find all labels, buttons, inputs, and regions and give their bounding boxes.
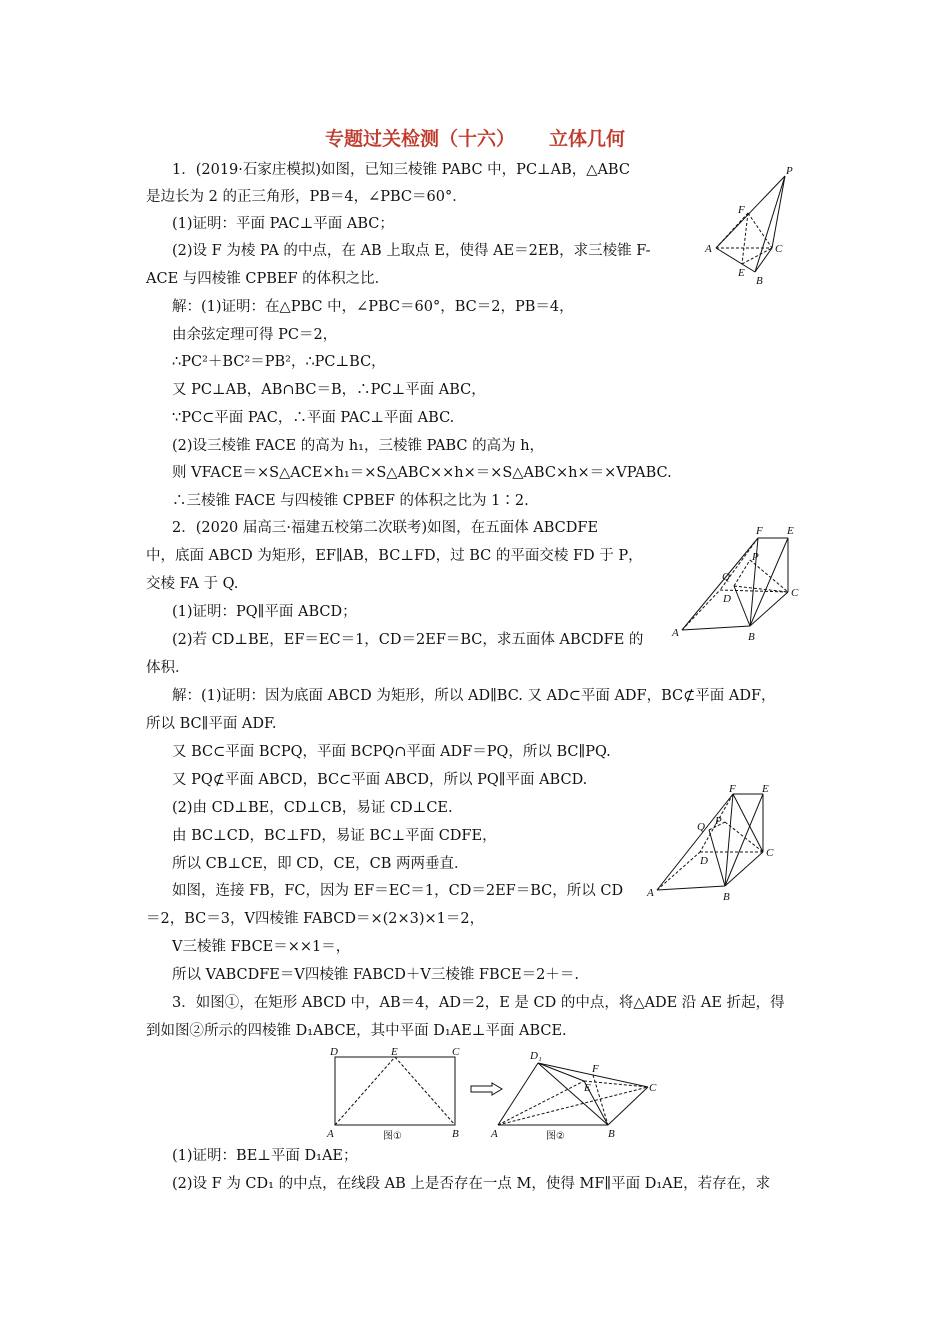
text-line: 又 PC⊥AB，AB∩BC＝B，∴PC⊥平面 ABC， <box>172 382 486 398</box>
text-line: ∵PC⊂平面 PAC，∴平面 PAC⊥平面 ABC. <box>172 410 455 426</box>
figure-pentahedron-2 <box>645 780 785 905</box>
text-line: 到如图②所示的四棱锥 D₁ABCE，其中平面 D₁AE⊥平面 ABCE. <box>146 1023 567 1039</box>
text-line: 所以 VABCDFE＝V四棱锥 FABCD＋V三棱锥 FBCE＝2＋＝. <box>172 967 579 983</box>
page-title <box>0 124 950 151</box>
text-line: (2)若 CD⊥BE，EF＝EC＝1，CD＝2EF＝BC，求五面体 ABCDFE 的 <box>172 632 644 648</box>
text-line: (2)设 F 为 CD₁ 的中点，在线段 AB 上是否存在一点 M，使得 MF∥平面 D₁AE，若存在，求 <box>172 1176 771 1192</box>
text-line: 由余弦定理可得 PC＝2， <box>172 327 338 343</box>
text-line: (2)由 CD⊥BE，CD⊥CB，易证 CD⊥CE. <box>172 800 453 816</box>
text-line: (1)证明：PQ∥平面 ABCD； <box>172 604 357 620</box>
fig5-label: D₁ <box>530 1050 542 1062</box>
fig5-label: C <box>649 1082 657 1094</box>
figure-pentahedron-1 <box>670 520 810 645</box>
fig3-label: Q <box>697 821 705 833</box>
figure-rectangle <box>325 1045 470 1145</box>
fig2-label: A <box>672 627 679 639</box>
text-line: 所以 BC∥平面 ADF. <box>146 716 277 732</box>
fig3-label: C <box>766 847 774 859</box>
fig5-label: F <box>592 1063 599 1075</box>
text-line: 又 BC⊂平面 BCPQ，平面 BCPQ∩平面 ADF＝PQ，所以 BC∥PQ. <box>172 744 611 760</box>
fig2-label: P <box>752 551 759 563</box>
text-line: ∴PC²＋BC²＝PB²，∴PC⊥BC， <box>172 354 386 370</box>
fig3-label: E <box>762 783 769 795</box>
figure-pyramid-pabc <box>700 160 800 290</box>
fig5-label: B <box>608 1128 615 1140</box>
text-line: (1)证明：平面 PAC⊥平面 ABC； <box>172 216 394 232</box>
fig2-label: C <box>791 587 799 599</box>
text-line: 2．(2020 届高三·福建五校第二次联考)如图，在五面体 ABCDFE <box>172 520 599 536</box>
title-main: 专题过关检测（十六） <box>324 128 515 150</box>
fig3-label: P <box>715 815 722 827</box>
fig4-label: C <box>452 1046 460 1058</box>
text-line: 所以 CB⊥CE，即 CD，CE，CB 两两垂直． <box>172 856 469 872</box>
fig2-label: D <box>723 593 731 605</box>
fig4-label: A <box>327 1128 334 1140</box>
text-line: 由 BC⊥CD，BC⊥FD，易证 BC⊥平面 CDFE， <box>172 828 497 844</box>
fig4-label: B <box>452 1128 459 1140</box>
text-line: 如图，连接 FB，FC，因为 EF＝EC＝1，CD＝2EF＝BC，所以 CD <box>172 883 624 899</box>
fig2-label: Q <box>722 571 730 583</box>
fig1-label: E <box>738 267 745 279</box>
text-line: 1．(2019·石家庄模拟)如图，已知三棱锥 PABC 中，PC⊥AB，△ABC <box>172 162 630 178</box>
fig1-label: F <box>738 204 745 216</box>
text-line: 中，底面 ABCD 为矩形，EF∥AB，BC⊥FD，过 BC 的平面交棱 FD 于 P， <box>146 548 643 564</box>
fig1-label: A <box>705 243 712 255</box>
fig5-label: E <box>584 1082 591 1094</box>
text-line: 是边长为 2 的正三角形，PB＝4，∠PBC＝60°． <box>146 189 467 205</box>
fig5-label: A <box>491 1128 498 1140</box>
fig1-label: C <box>775 243 783 255</box>
text-line: V三棱锥 FBCE＝××1＝， <box>172 939 351 955</box>
text-line: 解：(1)证明：在△PBC 中，∠PBC＝60°，BC＝2，PB＝4， <box>172 299 574 315</box>
fig3-label: D <box>700 855 708 867</box>
fig2-label: B <box>748 631 755 643</box>
text-line: (1)证明：BE⊥平面 D₁AE； <box>172 1148 358 1164</box>
text-line: 又 PQ⊄平面 ABCD，BC⊂平面 ABCD，所以 PQ∥平面 ABCD. <box>172 772 588 788</box>
fig4-caption: 图① <box>383 1131 402 1142</box>
text-line: (2)设三棱锥 FACE 的高为 h₁，三棱锥 PABC 的高为 h， <box>172 438 545 454</box>
text-line: 则 VFACE＝×S△ACE×h₁＝×S△ABC××h×＝×S△ABC×h×＝×VPABC. <box>172 465 672 481</box>
text-line: ∴三棱锥 FACE 与四棱锥 CPBEF 的体积之比为 1∶2. <box>172 493 529 509</box>
text-line: 3．如图①，在矩形 ABCD 中，AB＝4，AD＝2，E 是 CD 的中点，将△ADE 沿 AE 折起，得 <box>172 995 785 1011</box>
text-line: 交棱 FA 于 Q. <box>146 576 239 592</box>
text-line: 体积． <box>146 660 190 676</box>
fig1-label: B <box>756 275 763 287</box>
text-line: (2)设 F 为棱 PA 的中点，在 AB 上取点 E，使得 AE＝2EB，求三棱锥 F- <box>172 243 651 259</box>
fig3-label: F <box>729 783 736 795</box>
text-line: 解：(1)证明：因为底面 ABCD 为矩形，所以 AD∥BC. 又 AD⊂平面 ADF，BC⊄平面 ADF， <box>172 688 776 704</box>
text-line: ＝2，BC＝3，V四棱锥 FABCD＝×(2×3)×1＝2， <box>146 911 485 927</box>
fig1-label: P <box>786 165 793 177</box>
fig2-label: F <box>756 525 763 537</box>
fig3-label: B <box>723 891 730 903</box>
figure-folded-pyramid <box>488 1045 663 1145</box>
fig5-caption: 图② <box>546 1131 565 1142</box>
title-sub: 立体几何 <box>549 128 626 150</box>
fig3-label: A <box>647 887 654 899</box>
text-line: ACE 与四棱锥 CPBEF 的体积之比． <box>146 271 390 287</box>
fig4-label: E <box>391 1046 398 1058</box>
fig4-label: D <box>330 1046 338 1058</box>
fig2-label: E <box>787 525 794 537</box>
